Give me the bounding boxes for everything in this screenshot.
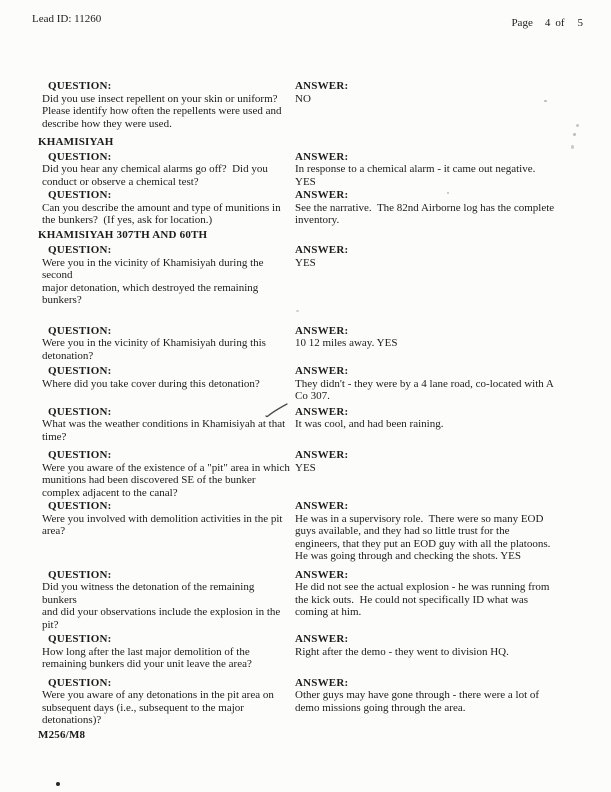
qa-block [0, 365, 611, 403]
answer-text-line: coming at him. [295, 606, 362, 618]
question-text-line: the bunkers? (If yes, ask for location.) [42, 214, 213, 226]
scan-speckle [576, 124, 579, 127]
answer-label: ANSWER: [295, 189, 349, 201]
question-label: QUESTION: [48, 676, 112, 689]
question-text-line: munitions had been discovered SE of the bunker [42, 474, 256, 486]
qa-block [0, 244, 611, 307]
question-text-line: time? [42, 430, 67, 443]
answer-label: ANSWER: [295, 500, 349, 512]
question-label: QUESTION: [48, 150, 112, 163]
question-label: QUESTION: [48, 405, 112, 418]
question-column [42, 449, 290, 499]
answer-label: ANSWER: [295, 405, 349, 418]
page-of-label: of [555, 17, 565, 29]
answer-label: ANSWER: [295, 244, 349, 256]
answer-text-line: 10 12 miles away. YES [295, 337, 398, 349]
question-column [42, 151, 290, 189]
question-label: QUESTION: [48, 500, 112, 512]
question-text-line: major detonation, which destroyed the remaining [42, 281, 259, 294]
question-text-line: Please identify how often the repellents were used and [42, 105, 282, 117]
answer-text-line: Other guys may have gone through - there were a lot of [295, 689, 540, 701]
answer-text-line: the kick outs. He could not specifically ID what was [295, 593, 529, 606]
answer-column [290, 189, 595, 227]
question-label: QUESTION: [48, 244, 112, 256]
question-column [42, 244, 290, 307]
question-text-line: Can you describe the amount and type of munitions in [42, 201, 281, 214]
question-column [42, 677, 290, 727]
answer-column [290, 244, 595, 307]
qa-block [0, 449, 611, 499]
question-label: QUESTION: [48, 324, 112, 337]
answer-label: ANSWER: [295, 568, 349, 581]
answer-text-line: YES [295, 461, 316, 474]
qa-block [0, 189, 611, 227]
section-heading: KHAMISIYAH 307TH AND 60TH [38, 228, 208, 241]
answer-column [290, 500, 595, 563]
question-label: QUESTION: [48, 189, 112, 201]
qa-block [0, 677, 611, 727]
answer-column [290, 151, 595, 189]
answer-label: ANSWER: [295, 365, 349, 377]
question-column [42, 365, 290, 403]
question-column [42, 406, 290, 444]
answer-text-line: He was in a supervisory role. There were so many EOD [295, 512, 544, 525]
question-text-line: complex adjacent to the canal? [42, 486, 178, 499]
question-column [42, 80, 290, 130]
answer-label: ANSWER: [295, 80, 349, 92]
question-text-line: Were you aware of any detonations in the pit area on [42, 689, 274, 701]
question-label: QUESTION: [48, 449, 112, 461]
question-text-line: detonation? [42, 349, 94, 362]
answer-label: ANSWER: [295, 676, 349, 689]
question-label: QUESTION: [48, 365, 112, 377]
answer-label: ANSWER: [295, 150, 349, 163]
question-text-line: Were you involved with demolition activities in the pit [42, 512, 283, 525]
answer-text-line: inventory. [295, 214, 340, 226]
question-column [42, 325, 290, 363]
qa-block [0, 406, 611, 444]
qa-block [0, 151, 611, 189]
question-column [42, 569, 290, 632]
answer-label: ANSWER: [295, 633, 349, 645]
scan-speckle [571, 145, 574, 149]
question-text-line: Where did you take cover during this detonation? [42, 377, 260, 390]
question-text-line: Did you witness the detonation of the remaining bunkers [42, 581, 258, 606]
answer-text-line: engineers, that they put an EOD guy with all the platoons. [295, 537, 551, 550]
question-label: QUESTION: [48, 80, 112, 92]
answer-column [290, 406, 595, 444]
question-text-line: What was the weather conditions in Khamisiyah at that [42, 418, 286, 430]
question-text-line: Did you hear any chemical alarms go off? Did you [42, 163, 268, 175]
answer-column [290, 449, 595, 499]
answer-text-line: In response to a chemical alarm - it came out negative. [295, 163, 536, 175]
question-text-line: Were you in the vicinity of Khamisiyah during the [42, 256, 264, 269]
question-text-line: area? [42, 525, 66, 537]
qa-block [0, 80, 611, 130]
question-text-line: detonations)? [42, 714, 102, 726]
qa-block [0, 325, 611, 363]
question-text-line: How long after the last major demolition of the [42, 645, 250, 658]
answer-text-line: He did not see the actual explosion - he was running from [295, 581, 550, 593]
lead-id: Lead ID: 11260 [32, 13, 102, 25]
answer-text-line: They didn't - they were by a 4 lane road, co-located with A [295, 377, 554, 390]
question-column [42, 189, 290, 227]
question-text-line: bunkers? [42, 294, 82, 306]
answer-column [290, 365, 595, 403]
answer-column [290, 633, 595, 671]
question-text-line: describe how they were used. [42, 117, 172, 130]
question-text-line: remaining bunkers did your unit leave the area? [42, 658, 252, 670]
page-number: 4 [544, 17, 551, 29]
document-body [0, 80, 611, 741]
qa-block [0, 500, 611, 563]
answer-column [290, 569, 595, 632]
question-text-line: pit? [42, 618, 59, 631]
scan-speckle [296, 310, 299, 312]
answer-text-line: YES [295, 175, 316, 188]
answer-column [290, 80, 595, 130]
pen-mark [264, 401, 290, 423]
scan-speckle [447, 192, 449, 194]
question-text-line: second [42, 269, 73, 281]
scan-speckle [573, 133, 576, 136]
answer-text-line: guys available, and they had so little trust for the [295, 525, 510, 537]
answer-text-line: NO [295, 92, 311, 105]
answer-text-line: demo missions going through the area. [295, 701, 466, 714]
question-column [42, 500, 290, 563]
page-total: 5 [577, 17, 583, 29]
page-indicator [511, 17, 583, 30]
question-text-line: Did you use insect repellent on your skin or uniform? [42, 92, 278, 105]
answer-text-line: Co 307. [295, 390, 330, 402]
answer-label: ANSWER: [295, 324, 349, 337]
answer-text-line: Right after the demo - they went to division HQ. [295, 645, 509, 658]
qa-block [0, 569, 611, 632]
scan-dot [56, 782, 60, 786]
section-heading: KHAMISIYAH [38, 136, 114, 148]
answer-column [290, 325, 595, 363]
scan-speckle [544, 100, 547, 102]
answer-column [290, 677, 595, 727]
answer-text-line: He was going through and checking the shots. YES [295, 550, 521, 562]
question-text-line: Were you in the vicinity of Khamisiyah during this [42, 337, 266, 349]
qa-block [0, 633, 611, 671]
question-label: QUESTION: [48, 633, 112, 645]
question-text-line: subsequent days (i.e., subsequent to the major [42, 701, 244, 714]
answer-text-line: YES [295, 256, 316, 269]
question-label: QUESTION: [48, 568, 112, 581]
section-heading: M256/M8 [38, 728, 86, 741]
answer-text-line: It was cool, and had been raining. [295, 418, 444, 430]
question-text-line: Were you aware of the existence of a "pit" area in which [42, 461, 290, 474]
answer-label: ANSWER: [295, 449, 349, 461]
page-label: Page [511, 17, 533, 29]
question-text-line: conduct or observe a chemical test? [42, 175, 199, 188]
question-text-line: and did your observations include the explosion in the [42, 606, 281, 618]
question-column [42, 633, 290, 671]
answer-text-line: See the narrative. The 82nd Airborne log has the complete [295, 201, 555, 214]
